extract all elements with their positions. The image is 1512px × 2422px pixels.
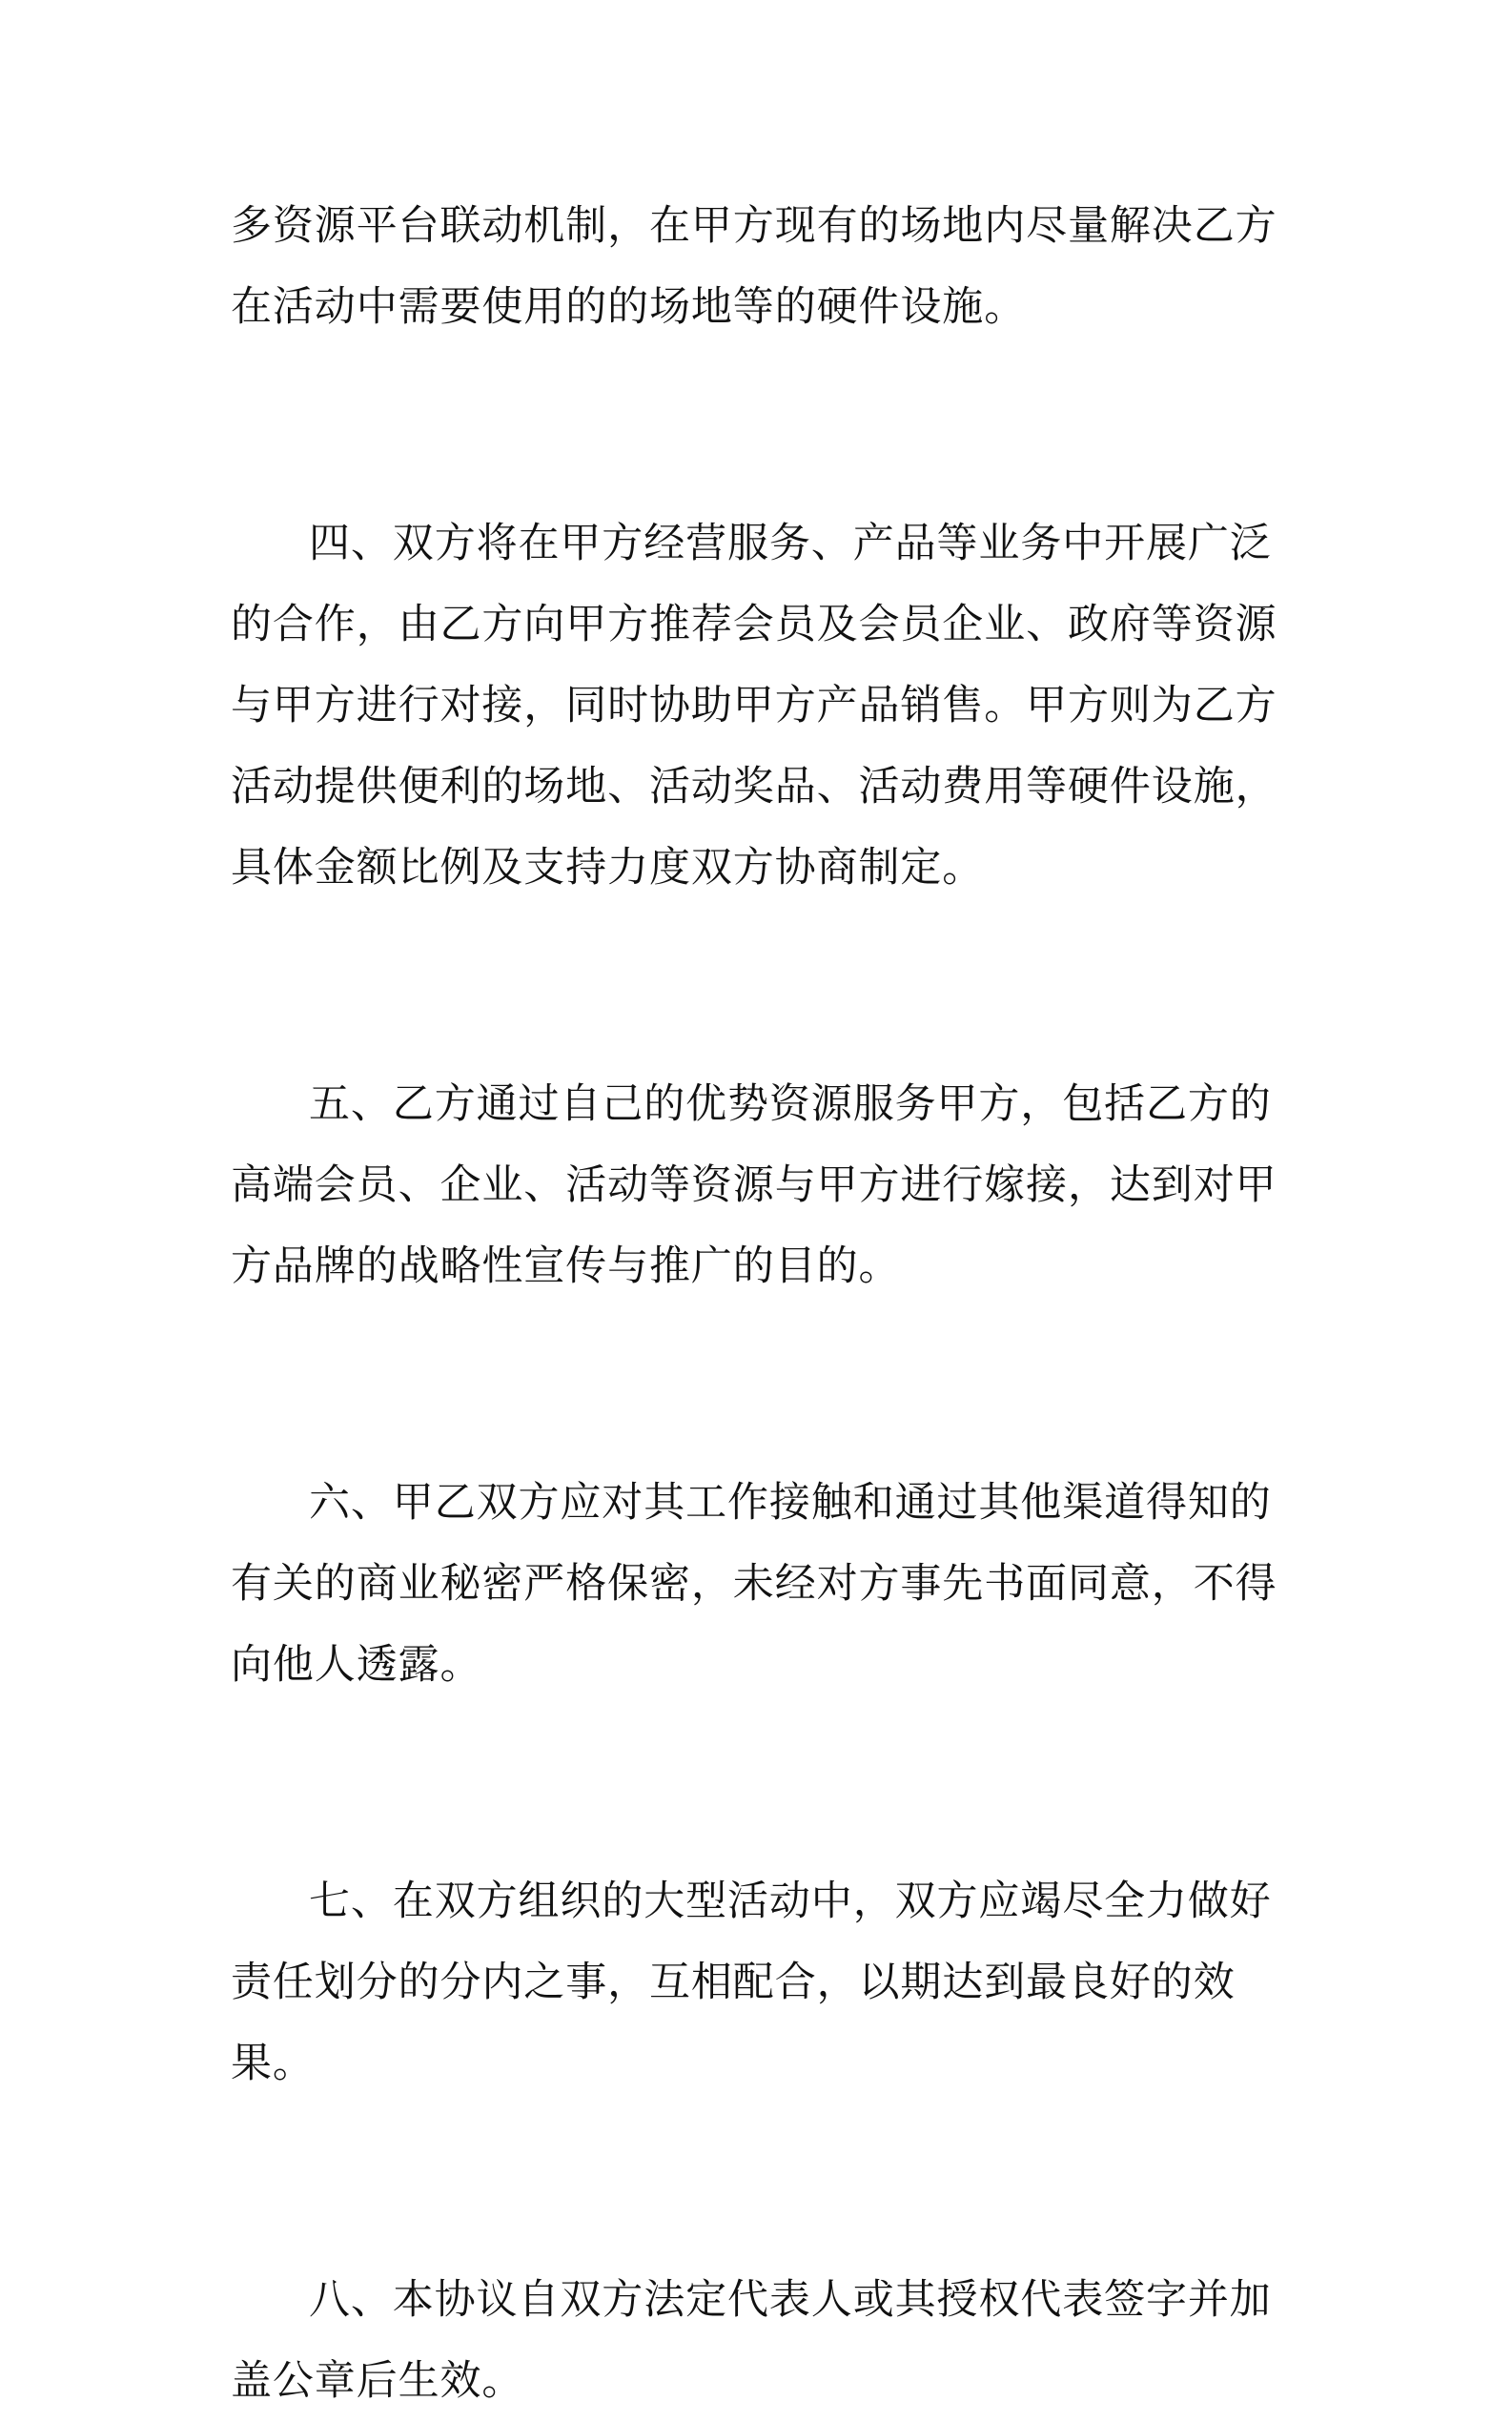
paragraph-3-continued: 多资源平台联动机制，在甲方现有的场地内尽量解决乙方在活动中需要使用的的场地等的硬件设施。	[231, 202, 1277, 331]
agreement-body	[231, 186, 1294, 2422]
paragraph-7: 七、在双方组织的大型活动中，双方应竭尽全力做好责任划分的分内之事，互相配合，以期达到最良好的效果。	[231, 1878, 1272, 2087]
paragraph-spacer	[231, 1307, 1294, 1463]
paragraph-spacer	[231, 2104, 1294, 2260]
paragraph-spacer	[231, 348, 1294, 503]
paragraph-spacer	[231, 909, 1294, 1064]
paragraph-8: 八、本协议自双方法定代表人或其授权代表签字并加盖公章后生效。	[231, 2276, 1272, 2405]
paragraph-spacer	[231, 1706, 1294, 1861]
paragraph-5: 五、乙方通过自己的优势资源服务甲方，包括乙方的高端会员、企业、活动等资源与甲方进行嫁接，达到对甲方品牌的战略性宣传与推广的目的。	[231, 1080, 1277, 1290]
paragraph-6: 六、甲乙双方应对其工作接触和通过其他渠道得知的有关的商业秘密严格保密，未经对方事先书面同意，不得向他人透露。	[231, 1479, 1277, 1689]
paragraph-4: 四、双方将在甲方经营服务、产品等业务中开展广泛的合作，由乙方向甲方推荐会员及会员企业、政府等资源与甲方进行对接，同时协助甲方产品销售。甲方则为乙方活动提供便利的场地、活动奖品、活动费用等硬件设施，具体金额比例及支持力度双方协商制定。	[231, 520, 1277, 892]
